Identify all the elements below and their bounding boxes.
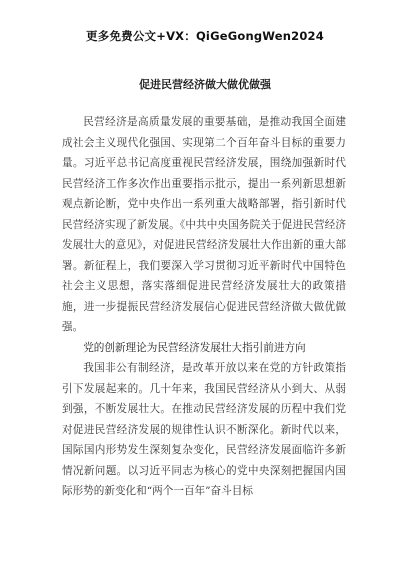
section-subheading: 党的创新理论为民营经济发展壮大指引前进方向 [83, 341, 306, 354]
paragraph-1: 民营经济是高质量发展的重要基础，是推动我国全面建成社会主义现代化强国、实现第二个百年奋斗目标的重要力量。习近平总书记高度重视民营经济发展，围绕加强新时代民营经济工作多次作出重要指示批示，提出一系列新思想新观点新论断，党中央作出一系列重大战略部署，指引新时代民营经济实现了新发展。《中共中央国务院关于促进民营经济发展壮大的意见》，对促进民营经济发展壮大作出新的重大部署。新征程上，我们要深入学习贯彻习近平新时代中国特色社会主义思想，落实落细促进民营经济发展壮大的政策措施，进一步提振民营经济发展信心促进民营经济做大做优做强。 [62, 116, 346, 333]
document-body [62, 112, 346, 502]
header-promo-text: 更多免费公文+VX：QiGeGongWen2024 [86, 29, 324, 43]
paragraph-2: 我国非公有制经济，是改革开放以来在党的方针政策指引下发展起来的。几十年来，我国民营经济从小到大、从弱到强，不断发展壮大。在推动民营经济发展的历程中我们党对促进民营经济发展的规律性认识不断深化。新时代以来，国际国内形势发生深刻复杂变化，民营经济发展面临许多新情况新问题。以习近平同志为核心的党中央深刻把握国内国际形势的新变化和“两个一百年”奋斗目标 [62, 362, 346, 497]
document-title: 促进民营经济做大做优做强 [139, 78, 271, 91]
